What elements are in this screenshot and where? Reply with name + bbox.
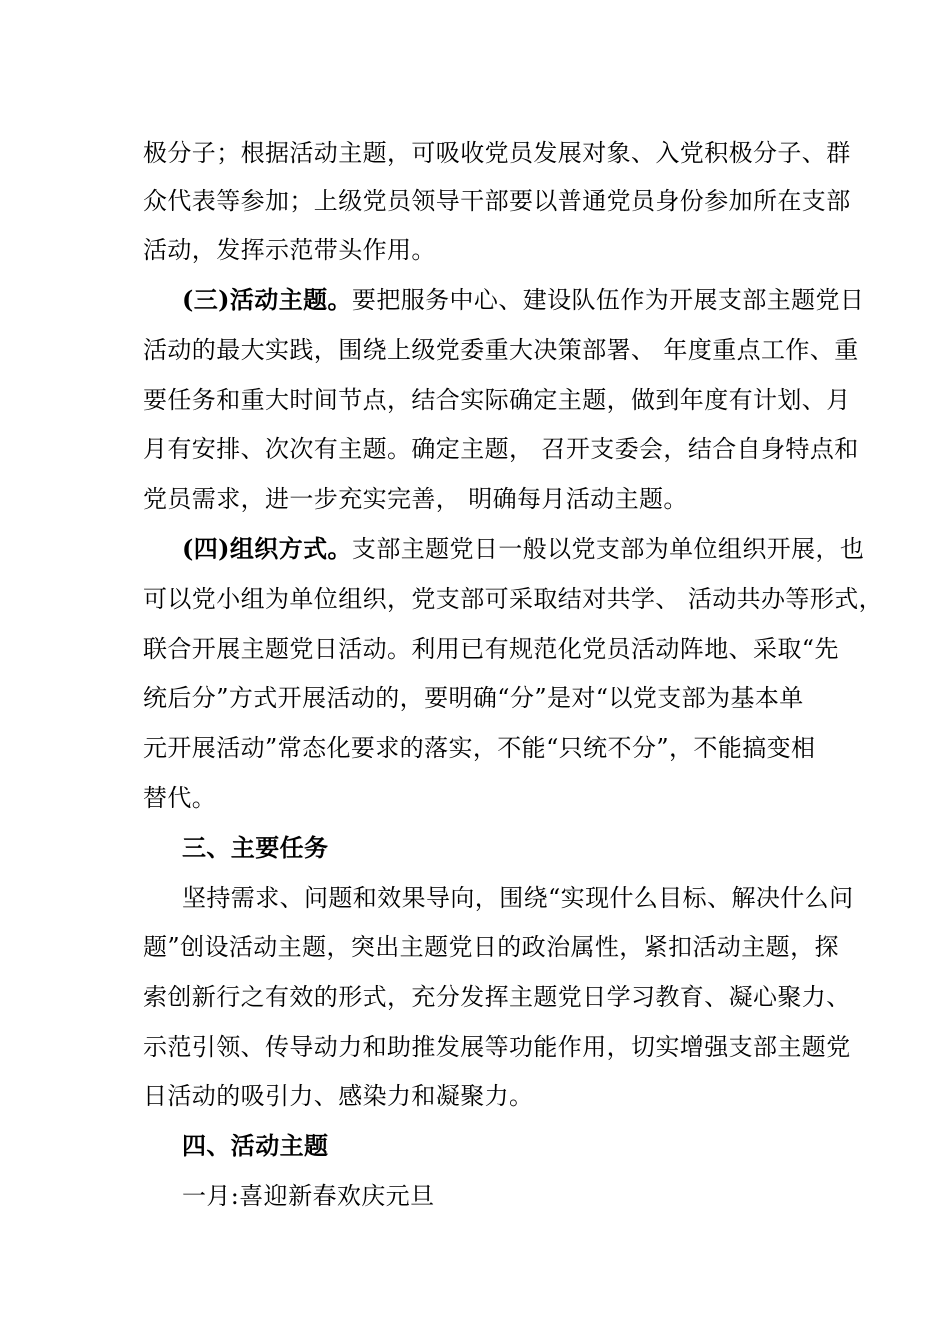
paragraph-line: 题”创设活动主题，突出主题党日的政治属性，紧扣活动主题，探 [143,933,839,961]
paragraph-line: 一月:喜迎新春欢庆元旦 [182,1182,435,1210]
paragraph-text: 要把服务中心、建设队伍作为开展支部主题党日 [351,286,865,314]
paragraph-text: 支部主题党日一般以党支部为单位组织开展，也 [351,535,865,563]
paragraph-line: 众代表等参加；上级党员领导干部要以普通党员身份参加所在支部 [143,187,851,215]
section-heading-line [182,283,864,317]
paragraph-line: 示范引领、传导动力和助推发展等功能作用，切实增强支部主题党 [143,1033,851,1061]
section-heading: (三)活动主题。 [182,285,352,314]
paragraph-line: 月有安排、次次有主题。确定主题， 召开支委会，结合自身特点和 [143,435,859,463]
paragraph-line: 索创新行之有效的形式，充分发挥主题党日学习教育、凝心聚力、 [143,983,851,1011]
section-heading-line [182,532,864,566]
paragraph-line: 极分子；根据活动主题，可吸收党员发展对象、入党积极分子、群 [143,139,851,167]
paragraph-line: 要任务和重大时间节点，结合实际确定主题，做到年度有计划、月 [143,386,851,414]
paragraph-line: 党员需求，进一步充实完善， 明确每月活动主题。 [143,485,688,513]
paragraph-line: 统后分”方式开展活动的，要明确“分”是对“以党支部为基本单 [143,684,804,712]
paragraph-line: 可以党小组为单位组织，党支部可采取结对共学、 活动共办等形式， [143,585,884,613]
paragraph-line: 联合开展主题党日活动。利用已有规范化党员活动阵地、采取“先 [143,635,839,663]
section-heading: (四)组织方式。 [182,534,352,563]
paragraph-line: 日活动的吸引力、感染力和凝聚力。 [143,1082,534,1110]
section-title: 三、主要任务 [182,833,329,862]
section-title: 四、活动主题 [182,1131,329,1160]
paragraph-line: 坚持需求、问题和效果导向，围绕“实现什么目标、解决什么问 [182,884,854,912]
paragraph-line: 活动的最大实践，围绕上级党委重大决策部署、 年度重点工作、重 [143,336,859,364]
paragraph-line: 活动，发挥示范带头作用。 [143,236,436,264]
paragraph-line: 替代。 [143,784,217,812]
paragraph-line: 元开展活动”常态化要求的落实，不能“只统不分”，不能搞变相 [143,734,816,762]
